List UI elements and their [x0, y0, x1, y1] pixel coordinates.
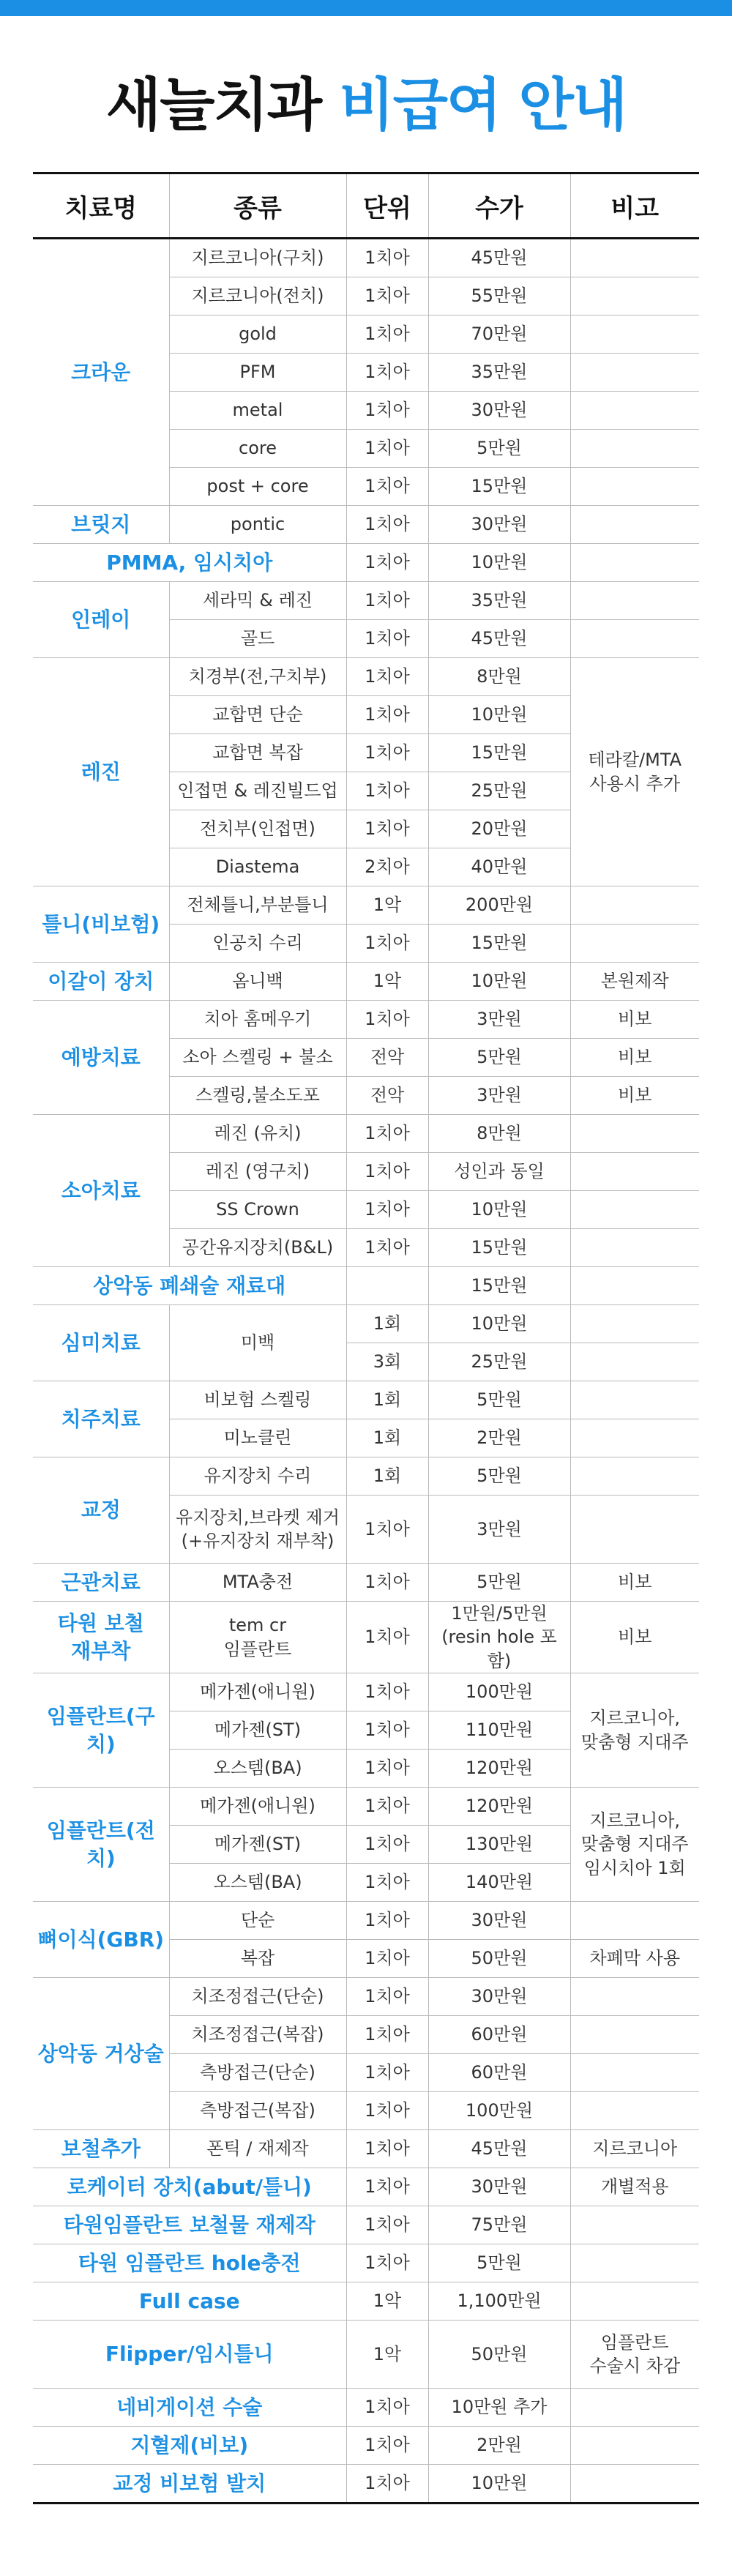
treatment-name: 타원 임플란트 hole충전	[33, 2244, 346, 2282]
table-row	[33, 2244, 699, 2282]
treatment-name: 임플란트(구치)	[33, 1673, 169, 1788]
unit-cell: 1치아	[346, 1902, 428, 1940]
price-cell: 10만원	[428, 963, 570, 1001]
unit-cell: 1치아	[346, 354, 428, 392]
fee-table-body	[33, 239, 699, 2504]
price-cell: 30만원	[428, 506, 570, 544]
price-cell: 10만원	[428, 544, 570, 582]
kind-cell: 치조정접근(복잡)	[169, 2016, 346, 2054]
note-cell: 비보	[570, 1039, 699, 1077]
unit-cell: 1치아	[346, 2130, 428, 2168]
unit-cell: 1치아	[346, 1864, 428, 1902]
note-cell	[570, 2282, 699, 2321]
table-row	[33, 2282, 699, 2321]
kind-cell: 전치부(인접면)	[169, 810, 346, 848]
kind-cell: 측방접근(복잡)	[169, 2092, 346, 2130]
note-cell	[570, 354, 699, 392]
note-cell: 지르코니아, 맞춤형 지대주	[570, 1673, 699, 1788]
table-row	[33, 2130, 699, 2168]
unit-cell: 1치아	[346, 1711, 428, 1750]
kind-cell: 소아 스켈링 + 불소	[169, 1039, 346, 1077]
kind-cell: core	[169, 430, 346, 468]
unit-cell: 1치아	[346, 2168, 428, 2206]
unit-cell: 1치아	[346, 2389, 428, 2427]
unit-cell: 1치아	[346, 620, 428, 658]
note-cell	[570, 2465, 699, 2504]
kind-cell: 인접면 & 레진빌드업	[169, 772, 346, 810]
table-row	[33, 658, 699, 696]
kind-cell: 레진 (영구치)	[169, 1153, 346, 1191]
price-cell: 10만원 추가	[428, 2389, 570, 2427]
note-cell	[570, 582, 699, 620]
treatment-name: 교정	[33, 1457, 169, 1564]
note-cell	[570, 1305, 699, 1343]
kind-cell: 교합면 복잡	[169, 734, 346, 772]
unit-cell: 1치아	[346, 1788, 428, 1826]
unit-cell: 1회	[346, 1381, 428, 1419]
page-title	[0, 61, 732, 149]
unit-cell: 1치아	[346, 506, 428, 544]
kind-cell: 옴니백	[169, 963, 346, 1001]
price-cell: 15만원	[428, 1229, 570, 1267]
unit-cell: 1악	[346, 2282, 428, 2321]
note-cell: 차폐막 사용	[570, 1940, 699, 1978]
price-cell: 10만원	[428, 2465, 570, 2504]
unit-cell: 2치아	[346, 848, 428, 886]
note-cell	[570, 316, 699, 354]
note-cell	[570, 886, 699, 925]
note-cell	[570, 1419, 699, 1457]
header-note: 비고	[570, 173, 699, 239]
kind-cell: 치아 홈메우기	[169, 1001, 346, 1039]
kind-cell: 지르코니아(구치)	[169, 239, 346, 277]
kind-cell: 단순	[169, 1902, 346, 1940]
price-cell: 2만원	[428, 2427, 570, 2465]
kind-cell: 골드	[169, 620, 346, 658]
table-row	[33, 2389, 699, 2427]
price-cell: 30만원	[428, 1902, 570, 1940]
header-treatment: 치료명	[33, 173, 169, 239]
table-row	[33, 1978, 699, 2016]
unit-cell: 1치아	[346, 1826, 428, 1864]
unit-cell: 1치아	[346, 1153, 428, 1191]
note-cell	[570, 2206, 699, 2244]
treatment-name: 상악동 거상술	[33, 1978, 169, 2130]
note-cell	[570, 1267, 699, 1305]
kind-cell: 유지장치 수리	[169, 1457, 346, 1496]
price-cell: 10만원	[428, 696, 570, 734]
price-cell: 5만원	[428, 1039, 570, 1077]
kind-cell: MTA충전	[169, 1564, 346, 1602]
unit-cell: 1치아	[346, 1564, 428, 1602]
kind-cell: 오스템(BA)	[169, 1750, 346, 1788]
kind-cell: post + core	[169, 468, 346, 506]
price-cell: 25만원	[428, 772, 570, 810]
kind-cell: 측방접근(단순)	[169, 2054, 346, 2092]
kind-cell: 세라믹 & 레진	[169, 582, 346, 620]
unit-cell: 1치아	[346, 2427, 428, 2465]
price-cell: 100만원	[428, 1673, 570, 1711]
treatment-name: 임플란트(전치)	[33, 1788, 169, 1902]
note-cell	[570, 2427, 699, 2465]
note-cell: 비보	[570, 1602, 699, 1673]
price-cell: 100만원	[428, 2092, 570, 2130]
note-cell	[570, 2244, 699, 2282]
unit-cell: 1치아	[346, 468, 428, 506]
kind-cell: 미백	[169, 1305, 346, 1381]
price-cell: 30만원	[428, 2168, 570, 2206]
table-row	[33, 1305, 699, 1343]
unit-cell: 1치아	[346, 810, 428, 848]
table-row	[33, 2206, 699, 2244]
treatment-name: 타원임플란트 보철물 재제작	[33, 2206, 346, 2244]
note-cell	[570, 392, 699, 430]
note-cell	[570, 1978, 699, 2016]
treatment-name: 뼈이식(GBR)	[33, 1902, 169, 1978]
kind-cell: 메가젠(ST)	[169, 1711, 346, 1750]
note-cell	[570, 2016, 699, 2054]
kind-cell: 메가젠(애니원)	[169, 1788, 346, 1826]
treatment-name: 상악동 폐쇄술 재료대	[33, 1267, 346, 1305]
kind-cell: 인공치 수리	[169, 925, 346, 963]
table-row	[33, 1457, 699, 1496]
note-cell	[570, 2389, 699, 2427]
table-row	[33, 1788, 699, 1826]
price-cell: 75만원	[428, 2206, 570, 2244]
note-cell	[570, 1115, 699, 1153]
treatment-name: 예방치료	[33, 1001, 169, 1115]
table-row	[33, 1115, 699, 1153]
note-cell	[570, 1343, 699, 1381]
kind-cell: 오스템(BA)	[169, 1864, 346, 1902]
note-cell: 지르코니아	[570, 2130, 699, 2168]
note-cell	[570, 1902, 699, 1940]
treatment-name: 레진	[33, 658, 169, 886]
kind-cell: 치조정접근(단순)	[169, 1978, 346, 2016]
unit-cell: 3회	[346, 1343, 428, 1381]
note-cell	[570, 239, 699, 277]
price-cell: 25만원	[428, 1343, 570, 1381]
unit-cell: 1치아	[346, 1001, 428, 1039]
price-cell: 성인과 동일	[428, 1153, 570, 1191]
price-cell: 10만원	[428, 1191, 570, 1229]
header-price: 수가	[428, 173, 570, 239]
note-cell: 비보	[570, 1077, 699, 1115]
table-row	[33, 582, 699, 620]
kind-cell: SS Crown	[169, 1191, 346, 1229]
unit-cell: 1치아	[346, 1673, 428, 1711]
unit-cell: 1치아	[346, 2054, 428, 2092]
unit-cell	[346, 1267, 428, 1305]
price-cell: 5만원	[428, 1564, 570, 1602]
note-cell	[570, 1381, 699, 1419]
unit-cell: 1치아	[346, 1978, 428, 2016]
unit-cell: 1치아	[346, 430, 428, 468]
price-cell: 70만원	[428, 316, 570, 354]
kind-cell: 비보험 스켈링	[169, 1381, 346, 1419]
table-row	[33, 544, 699, 582]
unit-cell: 1치아	[346, 2244, 428, 2282]
price-cell: 8만원	[428, 658, 570, 696]
price-cell: 20만원	[428, 810, 570, 848]
note-cell	[570, 430, 699, 468]
table-header-row	[33, 173, 699, 239]
fee-table	[33, 172, 699, 2504]
price-cell: 120만원	[428, 1750, 570, 1788]
price-cell: 35만원	[428, 582, 570, 620]
unit-cell: 1치아	[346, 734, 428, 772]
kind-cell: 복잡	[169, 1940, 346, 1978]
kind-cell: PFM	[169, 354, 346, 392]
kind-cell: Diastema	[169, 848, 346, 886]
price-cell: 5만원	[428, 430, 570, 468]
price-cell: 55만원	[428, 277, 570, 316]
note-cell: 지르코니아, 맞춤형 지대주 임시치아 1회	[570, 1788, 699, 1902]
header-kind: 종류	[169, 173, 346, 239]
table-row	[33, 1381, 699, 1419]
note-cell	[570, 277, 699, 316]
unit-cell: 1치아	[346, 1191, 428, 1229]
unit-cell: 1악	[346, 886, 428, 925]
note-cell	[570, 468, 699, 506]
unit-cell: 1치아	[346, 277, 428, 316]
unit-cell: 1치아	[346, 1750, 428, 1788]
price-cell: 200만원	[428, 886, 570, 925]
kind-cell: 유지장치,브라켓 제거 (+유지장치 재부착)	[169, 1496, 346, 1564]
treatment-name: Flipper/임시틀니	[33, 2321, 346, 2389]
treatment-name: 이갈이 장치	[33, 963, 169, 1001]
kind-cell: 레진 (유치)	[169, 1115, 346, 1153]
price-cell: 30만원	[428, 1978, 570, 2016]
price-cell: 3만원	[428, 1001, 570, 1039]
note-cell	[570, 2054, 699, 2092]
unit-cell: 1치아	[346, 582, 428, 620]
treatment-name: 네비게이션 수술	[33, 2389, 346, 2427]
unit-cell: 1치아	[346, 658, 428, 696]
unit-cell: 1치아	[346, 772, 428, 810]
price-cell: 50만원	[428, 2321, 570, 2389]
price-cell: 120만원	[428, 1788, 570, 1826]
table-row	[33, 886, 699, 925]
unit-cell: 1회	[346, 1419, 428, 1457]
price-cell: 15만원	[428, 925, 570, 963]
treatment-name: 인레이	[33, 582, 169, 658]
price-cell: 2만원	[428, 1419, 570, 1457]
table-row	[33, 1564, 699, 1602]
price-cell: 130만원	[428, 1826, 570, 1864]
note-cell	[570, 544, 699, 582]
unit-cell: 1치아	[346, 2016, 428, 2054]
price-cell: 60만원	[428, 2016, 570, 2054]
treatment-name: 브릿지	[33, 506, 169, 544]
price-cell: 45만원	[428, 2130, 570, 2168]
note-cell: 본원제작	[570, 963, 699, 1001]
kind-cell: 지르코니아(전치)	[169, 277, 346, 316]
top-accent-bar	[0, 0, 732, 16]
table-row	[33, 506, 699, 544]
note-cell	[570, 620, 699, 658]
table-row	[33, 239, 699, 277]
note-cell	[570, 1191, 699, 1229]
kind-cell: 폰틱 / 재제작	[169, 2130, 346, 2168]
unit-cell: 전악	[346, 1039, 428, 1077]
table-row	[33, 2168, 699, 2206]
title-highlight: 비급여 안내	[339, 72, 627, 138]
price-cell: 5만원	[428, 1381, 570, 1419]
kind-cell: 공간유지장치(B&L)	[169, 1229, 346, 1267]
table-row	[33, 1267, 699, 1305]
note-cell	[570, 1457, 699, 1496]
unit-cell: 1치아	[346, 316, 428, 354]
treatment-name: 소아치료	[33, 1115, 169, 1267]
price-cell: 45만원	[428, 239, 570, 277]
price-cell: 5만원	[428, 2244, 570, 2282]
table-row	[33, 2465, 699, 2504]
unit-cell: 1치아	[346, 925, 428, 963]
kind-cell: 치경부(전,구치부)	[169, 658, 346, 696]
price-cell: 110만원	[428, 1711, 570, 1750]
price-cell: 50만원	[428, 1940, 570, 1978]
kind-cell: gold	[169, 316, 346, 354]
price-cell: 10만원	[428, 1305, 570, 1343]
unit-cell: 1치아	[346, 1940, 428, 1978]
note-cell	[570, 1496, 699, 1564]
unit-cell: 1치아	[346, 2206, 428, 2244]
kind-cell: pontic	[169, 506, 346, 544]
treatment-name: 근관치료	[33, 1564, 169, 1602]
unit-cell: 전악	[346, 1077, 428, 1115]
note-cell	[570, 506, 699, 544]
treatment-name: 치주치료	[33, 1381, 169, 1457]
treatment-name: Full case	[33, 2282, 346, 2321]
unit-cell: 1치아	[346, 1602, 428, 1673]
unit-cell: 1회	[346, 1457, 428, 1496]
note-cell: 비보	[570, 1564, 699, 1602]
price-cell: 1,100만원	[428, 2282, 570, 2321]
treatment-name: 크라운	[33, 239, 169, 506]
kind-cell: tem cr 임플란트	[169, 1602, 346, 1673]
table-row	[33, 1602, 699, 1673]
treatment-name: 보철추가	[33, 2130, 169, 2168]
kind-cell: 미노클린	[169, 1419, 346, 1457]
price-cell: 15만원	[428, 734, 570, 772]
price-cell: 5만원	[428, 1457, 570, 1496]
unit-cell: 1치아	[346, 2465, 428, 2504]
unit-cell: 1악	[346, 2321, 428, 2389]
table-row	[33, 2321, 699, 2389]
price-cell: 30만원	[428, 392, 570, 430]
price-cell: 1만원/5만원 (resin hole 포함)	[428, 1602, 570, 1673]
kind-cell: metal	[169, 392, 346, 430]
unit-cell: 1치아	[346, 696, 428, 734]
unit-cell: 1치아	[346, 392, 428, 430]
note-cell: 임플란트 수술시 차감	[570, 2321, 699, 2389]
table-row	[33, 1902, 699, 1940]
price-cell: 3만원	[428, 1077, 570, 1115]
treatment-name: 로케이터 장치(abut/틀니)	[33, 2168, 346, 2206]
table-row	[33, 1673, 699, 1711]
table-row	[33, 963, 699, 1001]
kind-cell: 메가젠(ST)	[169, 1826, 346, 1864]
price-cell: 15만원	[428, 468, 570, 506]
clinic-name: 새늘치과	[105, 72, 321, 138]
treatment-name: 교정 비보험 발치	[33, 2465, 346, 2504]
unit-cell: 1치아	[346, 1496, 428, 1564]
note-cell: 개별적용	[570, 2168, 699, 2206]
unit-cell: 1치아	[346, 1115, 428, 1153]
price-cell: 35만원	[428, 354, 570, 392]
price-cell: 60만원	[428, 2054, 570, 2092]
price-cell: 140만원	[428, 1864, 570, 1902]
treatment-name: 타원 보철 재부착	[33, 1602, 169, 1673]
kind-cell: 교합면 단순	[169, 696, 346, 734]
unit-cell: 1치아	[346, 544, 428, 582]
price-cell: 15만원	[428, 1267, 570, 1305]
table-row	[33, 2427, 699, 2465]
price-cell: 45만원	[428, 620, 570, 658]
treatment-name: PMMA, 임시치아	[33, 544, 346, 582]
price-cell: 3만원	[428, 1496, 570, 1564]
note-cell: 비보	[570, 1001, 699, 1039]
unit-cell: 1치아	[346, 1229, 428, 1267]
kind-cell: 전체틀니,부분틀니	[169, 886, 346, 925]
kind-cell: 메가젠(애니원)	[169, 1673, 346, 1711]
price-cell: 40만원	[428, 848, 570, 886]
note-cell: 테라칼/MTA 사용시 추가	[570, 658, 699, 886]
note-cell	[570, 2092, 699, 2130]
treatment-name: 틀니(비보험)	[33, 886, 169, 963]
treatment-name: 지혈제(비보)	[33, 2427, 346, 2465]
note-cell	[570, 1229, 699, 1267]
treatment-name: 심미치료	[33, 1305, 169, 1381]
unit-cell: 1치아	[346, 2092, 428, 2130]
kind-cell: 스켈링,불소도포	[169, 1077, 346, 1115]
unit-cell: 1회	[346, 1305, 428, 1343]
header-unit: 단위	[346, 173, 428, 239]
table-row	[33, 1001, 699, 1039]
note-cell	[570, 1153, 699, 1191]
price-cell: 8만원	[428, 1115, 570, 1153]
unit-cell: 1치아	[346, 239, 428, 277]
note-cell	[570, 925, 699, 963]
unit-cell: 1악	[346, 963, 428, 1001]
